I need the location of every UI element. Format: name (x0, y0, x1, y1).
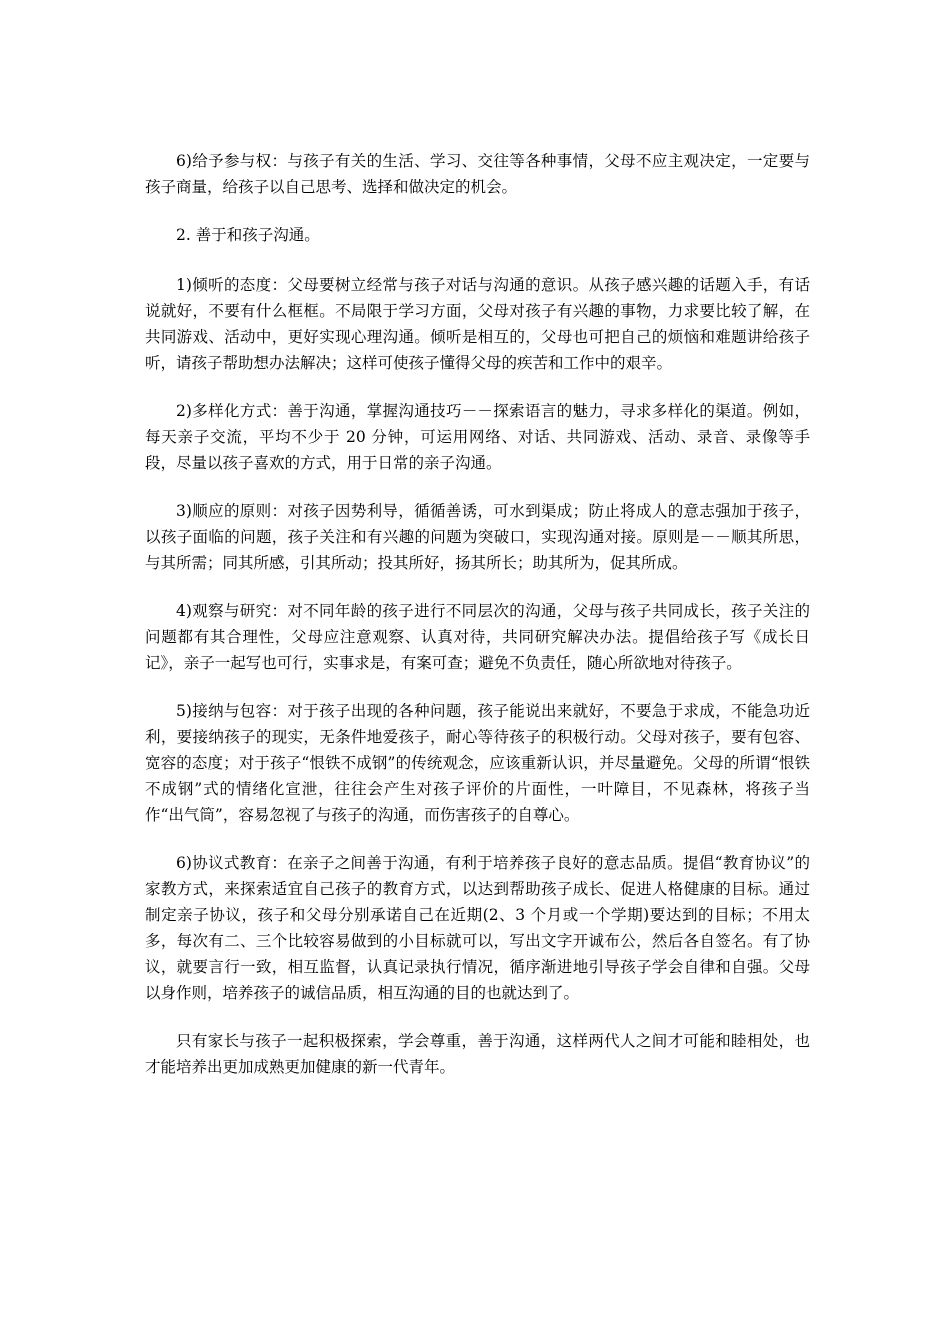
paragraph-participation-right: 6)给予参与权：与孩子有关的生活、学习、交往等各种事情，父母不应主观决定，一定要与孩子商量，给孩子以自己思考、选择和做决定的机会。 (145, 152, 810, 196)
paragraph-adaptive-principle: 3)顺应的原则：对孩子因势利导，循循善诱，可水到渠成；防止将成人的意志强加于孩子，以孩子面临的问题，孩子关注和有兴趣的问题为突破口，实现沟通对接。原则是－－顺其所思，与其所需；同其所感，引其所动；投其所好，扬其所长；助其所为，促其所成。 (145, 502, 810, 572)
paragraph-conclusion: 只有家长与孩子一起积极探索，学会尊重，善于沟通，这样两代人之间才可能和睦相处，也才能培养出更加成熟更加健康的新一代青年。 (145, 1032, 810, 1076)
document-body (145, 148, 810, 1102)
paragraph-observation-research: 4)观察与研究：对不同年龄的孩子进行不同层次的沟通，父母与孩子共同成长，孩子关注的问题都有其合理性，父母应注意观察、认真对待，共同研究解决办法。提倡给孩子写《成长日记》，亲子一起写也可行，实事求是，有案可查；避免不负责任，随心所欲地对待孩子。 (145, 602, 810, 672)
paragraph-diverse-methods: 2)多样化方式：善于沟通，掌握沟通技巧－－探索语言的魅力，寻求多样化的渠道。例如，每天亲子交流，平均不少于 20 分钟，可运用网络、对话、共同游戏、活动、录音、录像等手段，尽量以孩子喜欢的方式，用于日常的亲子沟通。 (145, 402, 810, 472)
section-heading-communication: 2. 善于和孩子沟通。 (176, 226, 320, 244)
paragraph-agreement-education: 6)协议式教育：在亲子之间善于沟通，有利于培养孩子良好的意志品质。提倡“教育协议”的家教方式，来探索适宜自己孩子的教育方式，以达到帮助孩子成长、促进人格健康的目标。通过制定亲子协议，孩子和父母分别承诺自己在近期(2、3 个月或一个学期)要达到的目标；不用太多，每次有二、三个比较容易做到的小目标就可以，写出文字开诚布公，然后各自签名。有了协议，就要言行一致，相互监督，认真记录执行情况，循序渐进地引导孩子学会自律和自强。父母以身作则，培养孩子的诚信品质，相互沟通的目的也就达到了。 (145, 854, 810, 1002)
paragraph-listening-attitude: 1)倾听的态度：父母要树立经常与孩子对话与沟通的意识。从孩子感兴趣的话题入手，有话说就好，不要有什么框框。不局限于学习方面，父母对孩子有兴趣的事物，力求要比较了解，在共同游戏、活动中，更好实现心理沟通。倾听是相互的，父母也可把自己的烦恼和难题讲给孩子听，请孩子帮助想办法解决；这样可使孩子懂得父母的疾苦和工作中的艰辛。 (145, 276, 810, 372)
paragraph-acceptance-tolerance: 5)接纳与包容：对于孩子出现的各种问题，孩子能说出来就好，不要急于求成，不能急功近利，要接纳孩子的现实，无条件地爱孩子，耐心等待孩子的积极行动。父母对孩子，要有包容、宽容的态度；对于孩子“恨铁不成钢”的传统观念，应该重新认识，并尽量避免。父母的所谓“恨铁不成钢”式的情绪化宣泄，往往会产生对孩子评价的片面性，一叶障目，不见森林，将孩子当作“出气筒”，容易忽视了与孩子的沟通，而伤害孩子的自尊心。 (145, 702, 810, 824)
